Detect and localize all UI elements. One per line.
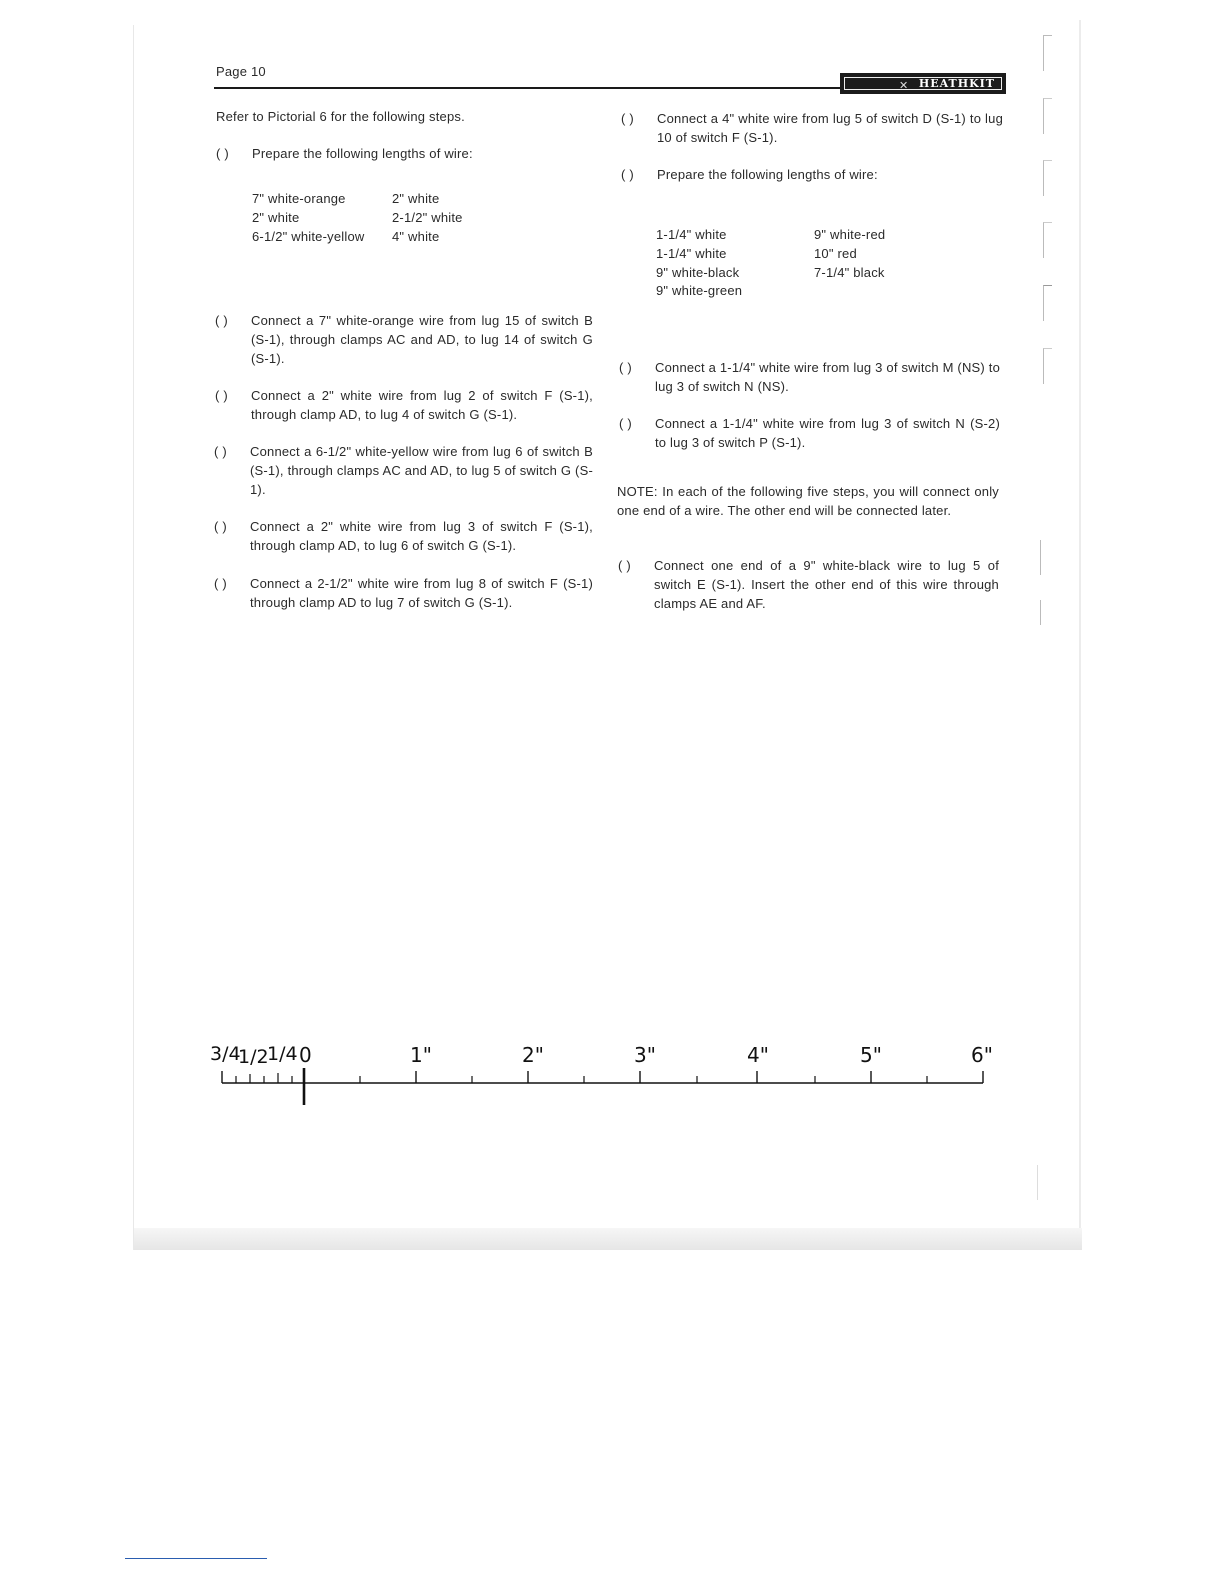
page-right-edge <box>1079 20 1081 1248</box>
checkbox-bracket[interactable]: ( ) <box>216 146 229 161</box>
checkbox-bracket[interactable]: ( ) <box>215 313 228 328</box>
page-left-edge <box>133 25 134 1250</box>
ruler-label-4: 4" <box>747 1043 769 1067</box>
step-text: Connect one end of a 9" white-black wire to lug 5 of switch E (S-1). Insert the other end of this wire through clamps AE and AF. <box>654 558 999 611</box>
ruler-label-2: 2" <box>522 1043 544 1067</box>
logo-text: HEATHKIT <box>918 77 995 90</box>
step-text: Connect a 6-1/2" white-yellow wire from lug 6 of switch B (S-1), through clamps AC and AD, to lug 5 of switch G (S-1). <box>250 444 593 497</box>
step-left-2 <box>215 387 593 425</box>
page-number: Page 10 <box>216 64 266 79</box>
ruler-label-3: 3" <box>634 1043 656 1067</box>
checkbox-bracket[interactable]: ( ) <box>214 576 227 591</box>
step-right-1 <box>621 110 1003 148</box>
wire-item: 7-1/4" black <box>814 264 885 280</box>
checkbox-bracket[interactable]: ( ) <box>215 388 228 403</box>
wire-item: 2-1/2" white <box>392 209 463 225</box>
prepare-wires-step-left <box>216 145 596 164</box>
ruler-label-half: 1/2 <box>238 1046 269 1068</box>
step-left-4 <box>214 518 593 556</box>
margin-mark <box>1043 160 1052 196</box>
wire-item: 2" white <box>252 209 300 225</box>
step-text: Connect a 2-1/2" white wire from lug 8 of switch F (S-1) through clamp AD to lug 7 of switch G (S-1). <box>250 576 593 610</box>
wire-item: 10" red <box>814 245 857 261</box>
wire-list-right <box>656 226 954 301</box>
margin-mark <box>1043 35 1052 71</box>
margin-mark <box>1043 348 1052 384</box>
heathkit-logo <box>840 73 1006 94</box>
step-right-3 <box>619 415 1000 453</box>
wire-list-left <box>252 190 532 246</box>
wire-item: 6-1/2" white-yellow <box>252 228 365 244</box>
margin-mark <box>1040 600 1041 625</box>
intro-text: Refer to Pictorial 6 for the following steps. <box>216 109 465 124</box>
wire-item: 7" white-orange <box>252 191 346 206</box>
margin-mark <box>1043 222 1052 258</box>
step-left-5 <box>214 575 593 613</box>
checkbox-bracket[interactable]: ( ) <box>214 444 227 459</box>
logo-emblem-icon: ✕ <box>899 80 909 92</box>
step-text: Prepare the following lengths of wire: <box>252 146 473 161</box>
wire-item: 1-1/4" white <box>656 227 727 242</box>
checkbox-bracket[interactable]: ( ) <box>618 558 631 573</box>
step-text: Connect a 1-1/4" white wire from lug 3 of switch M (NS) to lug 3 of switch N (NS). <box>655 360 1000 394</box>
page-bottom-shadow <box>134 1228 1082 1250</box>
note-text: NOTE: In each of the following five steps, you will connect only one end of a wire. The other end will be connected later. <box>617 484 999 518</box>
ruler-label-0: 0 <box>299 1043 312 1067</box>
checkbox-bracket[interactable]: ( ) <box>214 519 227 534</box>
checkbox-bracket[interactable]: ( ) <box>619 416 632 431</box>
wire-item: 2" white <box>392 191 440 206</box>
checkbox-bracket[interactable]: ( ) <box>619 360 632 375</box>
inch-ruler <box>200 1060 1000 1110</box>
wire-item: 9" white-black <box>656 264 740 280</box>
step-text: Connect a 2" white wire from lug 2 of switch F (S-1), through clamp AD, to lug 4 of switch G (S-1). <box>251 388 593 422</box>
step-right-2 <box>619 359 1000 397</box>
checkbox-bracket[interactable]: ( ) <box>621 111 634 126</box>
wire-item: 1-1/4" white <box>656 245 727 261</box>
ruler-label-quarter: 1/4 <box>267 1043 298 1065</box>
margin-mark <box>1037 1165 1038 1200</box>
step-text: Connect a 7" white-orange wire from lug 15 of switch B (S-1), through clamps AC and AD, to lug 14 of switch G (S-1). <box>251 313 593 366</box>
step-text: Connect a 2" white wire from lug 3 of switch F (S-1), through clamp AD, to lug 6 of switch G (S-1). <box>250 519 593 553</box>
prepare-wires-step-right <box>621 166 1003 185</box>
margin-mark <box>1040 540 1041 575</box>
ruler-label-1: 1" <box>410 1043 432 1067</box>
step-left-3 <box>214 443 593 499</box>
footer-link-underline[interactable] <box>125 1558 267 1559</box>
step-right-4 <box>618 557 999 613</box>
wire-item: 9" white-red <box>814 227 886 242</box>
wire-item: 9" white-green <box>656 283 743 299</box>
step-text: Connect a 1-1/4" white wire from lug 3 of switch N (S-2) to lug 3 of switch P (S-1). <box>655 416 1000 450</box>
step-text: Prepare the following lengths of wire: <box>657 167 878 182</box>
ruler-label-three-quarter: 3/4 <box>210 1043 241 1065</box>
step-left-1 <box>215 312 593 368</box>
margin-mark <box>1043 285 1052 321</box>
checkbox-bracket[interactable]: ( ) <box>621 167 634 182</box>
margin-mark <box>1043 98 1052 134</box>
ruler-label-5: 5" <box>860 1043 882 1067</box>
step-text: Connect a 4" white wire from lug 5 of switch D (S-1) to lug 10 of switch F (S-1). <box>657 111 1003 145</box>
wire-item <box>814 282 954 301</box>
wire-item: 4" white <box>392 228 440 244</box>
ruler-label-6: 6" <box>971 1043 993 1067</box>
